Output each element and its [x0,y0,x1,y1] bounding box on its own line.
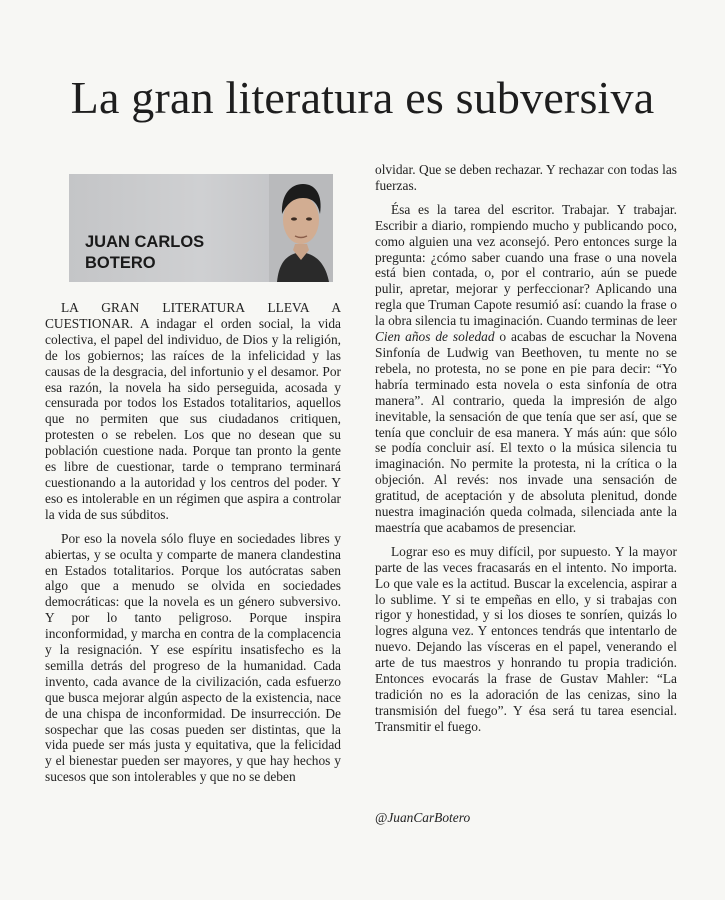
paragraph-continued: olvidar. Que se deben rechazar. Y rechazar con todas las fuerzas. [375,162,677,193]
article-title: La gran literatura es subversiva [70,72,655,123]
author-handle: @JuanCarBotero [375,810,471,825]
paragraph-3-rest: o acabas de escuchar la Novena Sinfonía de Ludwig van Beethoven, tu mente no se rebela, no protesta, no se pone en pie para decir: “Yo habría terminado esta novela o esta sinfonía de otra manera”. Al contrario, queda la impresión de algo inevitable, la sensación de que tenía que ser así, que se tenía que concluir de esa manera. Y más aún: que sólo se podía concluir así. El texto o la música silencia tu imaginación. No permite la protesta, ni la crítica o la objeción. Al revés: nos invade una sensación de gratitud, de aceptación y de absoluta plenitud, donde nuestra imaginación queda colmada, silenciada ante la maestría que acabamos de presenciar. [375,329,677,535]
article-right-column [375,162,677,735]
paragraph-3 [375,202,677,536]
paragraph-2: Por eso la novela sólo fluye en sociedades libres y abiertas, y se oculta y comparte de manera clandestina en Estados totalitarios. Porque los autócratas saben algo que a menudo se olvida en sociedades democráticas: que la novela es un género subversivo. Y por lo tanto peligroso. Porque inspira inconformidad, y marcha en contra de la complacencia y la resignación. Y ese espíritu insatisfecho es la semilla detrás del progreso de la humanidad. Cada invento, cada avance de la civilización, cada esfuerzo que busca mejorar algún aspecto de la existencia, nace de una chispa de inconformidad. De insurrección. De sospechar que las cosas pueden ser distintas, que la vida puede ser más justa y equitativa, que la felicidad y el bienestar pueden ser mayores, y que hay hechos y sucesos que son intolerables y que no se deben [45,530,341,785]
author-name: JUAN CARLOS BOTERO [85,233,205,272]
book-title: Cien años de soledad [375,329,495,345]
paragraph-1: LA GRAN LITERATURA LLEVA A CUESTIONAR. A indagar el orden social, la vida colectiva, el papel del individuo, de Dios y la religión, de los gobiernos; las raíces de la infelicidad y las causas de la desgracia, del infortunio y el desamor. Por esa razón, la novela ha sido perseguida, acosada y censurada por todos los Estados totalitarios, aquellos que no permiten que sus ciudadanos critiquen, protesten o se rebelen. Los que no desean que su población cuestione nada. Porque tan pronto la gente es libre de cuestionar, tarde o temprano terminará cuestionando a la autoridad y los centros del poder. Y eso es intolerable en un régimen que aspira a controlar la vida de sus súbditos. [45,300,341,522]
paragraph-3-text: Ésa es la tarea del escritor. Trabajar. Y trabajar. Escribir a diario, rompiendo mucho y publicando poco, como alguien una vez aconsejó. Pero entonces surge la pregunta: ¿cómo saber cuando una frase o una novela está bien contada, o, por el contrario, aún se puede pulir, apretar, mejorar y perfeccionar? Aplicando una regla que Truman Capote resumió así: cuando la frase o la obra silencia tu imaginación. Cuando terminas de leer [375,201,677,329]
article-left-column [45,300,341,785]
author-box [69,174,333,282]
paragraph-4: Lograr eso es muy difícil, por supuesto. Y la mayor parte de las veces fracasarás en el intento. No importa. Lo que vale es la actitud. Buscar la excelencia, aspirar a lo sublime. Y si te empeñas en ello, y si trabajas con rigor y honestidad, y si los dioses te sonríen, quizás lo logres alguna vez. Y entonces tendrás que intentarlo de nuevo. Dejando las vísceras en el papel, venerando el arte de tus maestros y honrando tu propia tradición. Entonces evocarás la frase de Gustav Mahler: “La tradición no es la adoración de las cenizas, sino la transmisión del fuego”. Y ésa será tu tarea esencial. Transmitir el fuego. [375,543,677,734]
author-photo [269,174,333,282]
